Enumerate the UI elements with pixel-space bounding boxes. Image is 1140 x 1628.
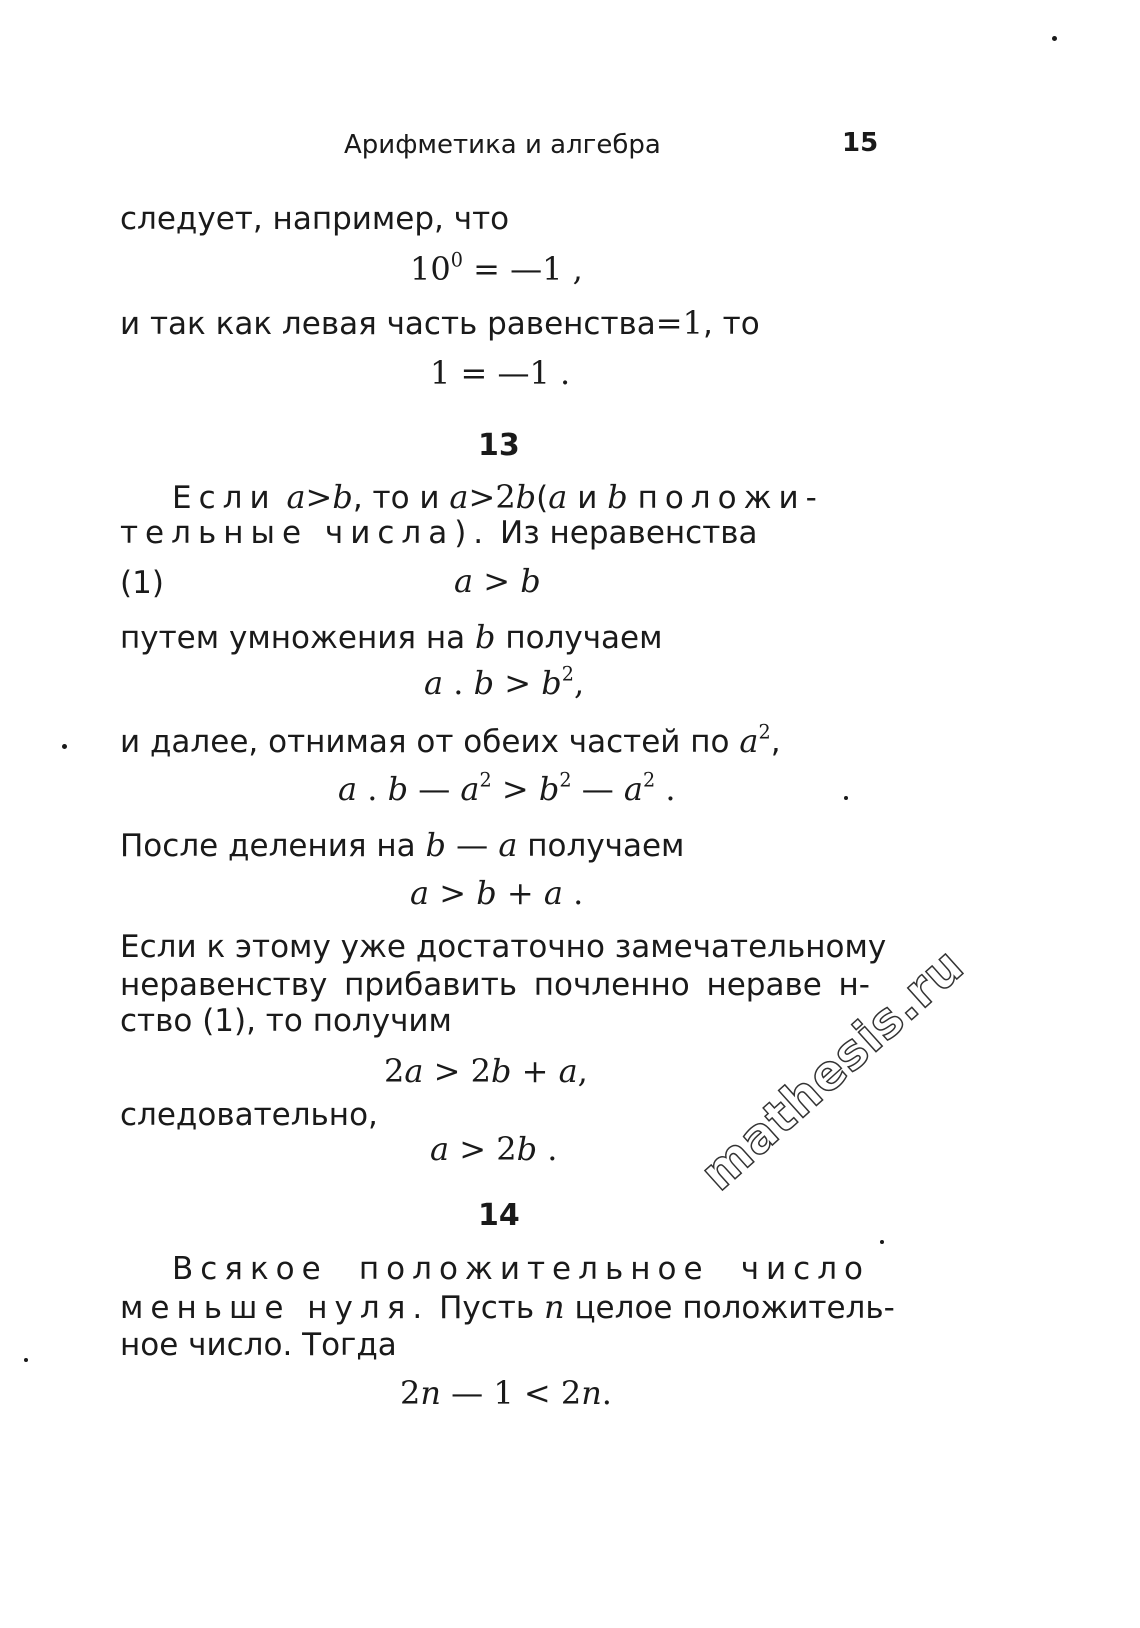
s13-paragraph-line-3: ство (1), то получим [120, 1003, 452, 1039]
inequality-ab-minus-a2: a . b — $a^2 > b^2$ — $a^2$ . [338, 768, 676, 808]
s13-statement-line-2: тельные числа). Из неравенства [120, 515, 758, 551]
watermark: mathesis.ru [690, 937, 975, 1202]
equation-10-pow-0: $10^0$ = —1 , [410, 248, 583, 288]
scan-speck [844, 796, 848, 800]
s13-statement-line-1: Если a>b, то и a>2b(a и b положи- [172, 478, 824, 516]
section-number-14: 14 [478, 1198, 520, 1233]
inequality-2n: 2n — 1 < 2n. [400, 1374, 612, 1412]
s13-therefore: следовательно, [120, 1097, 378, 1133]
inequality-2a: 2a > 2b + a, [384, 1052, 588, 1090]
s14-statement-line-2: меньше нуля. Пусть n целое положитель- [120, 1288, 895, 1326]
s13-subtract-line: и далее, отнимая от обеих частей по $a^2$, [120, 720, 781, 760]
page-number: 15 [842, 128, 879, 158]
inequality-1: a > b [454, 562, 541, 600]
intro-line-1: следует, например, что [120, 201, 510, 237]
s13-paragraph-line-1: Если к этому уже достаточно замечательному [120, 929, 887, 965]
scan-speck [880, 1240, 884, 1244]
s14-statement-line-3: ное число. Тогда [120, 1327, 397, 1363]
s13-divide-line: После деления на b — a получаем [120, 826, 685, 864]
running-header-title: Арифметика и алгебра [344, 130, 661, 160]
inequality-a-gt-2b: a > 2b . [430, 1130, 558, 1168]
scan-speck [1052, 36, 1057, 41]
s13-multiply-line: путем умножения на b получаем [120, 618, 663, 656]
inequality-ab-b2: a . $b > b^2$, [424, 662, 585, 702]
intro-line-2: и так как левая часть равенства=1, то [120, 304, 760, 342]
s13-paragraph-line-2: неравенству прибавить почленно нераве н- [120, 967, 870, 1003]
scan-speck [62, 744, 67, 749]
inequality-a-gt-b-plus-a: a > b + a . [410, 874, 584, 912]
s14-statement-line-1: Всякое положительное число [172, 1251, 870, 1287]
scan-speck [24, 1358, 28, 1362]
equation-label-1: (1) [120, 565, 164, 601]
equation-one-minus-one: 1 = —1 . [430, 354, 571, 392]
section-number-13: 13 [478, 428, 520, 463]
